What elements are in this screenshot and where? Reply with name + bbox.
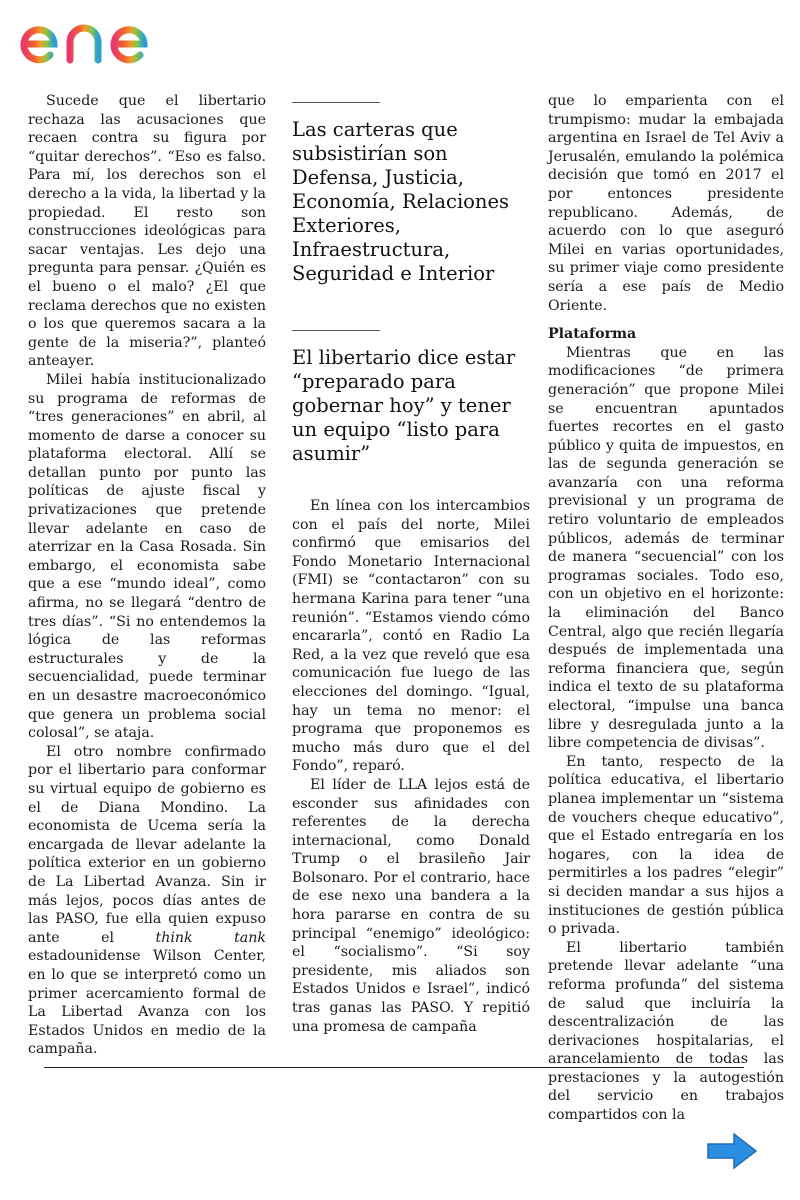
page-divider <box>44 1067 744 1068</box>
arrow-right-icon <box>706 1132 758 1170</box>
paragraph: El líder de LLA lejos está de esconder sus afinidades con referentes de la derecha internacional, como Donald Trump o el brasileño Jair Bolsonaro. Por el contrario, hace de ese nexo una bandera a la hora pararse en contra de su principal “enemigo” ideológico: el “socialismo”. “Si soy presidente, mis aliados son Estados Unidos e Israel”, indicó tras ganas las PASO. Y repitió una promesa de campaña <box>292 776 530 1035</box>
pullquote-rule <box>292 102 380 103</box>
italic-term: think tank <box>155 929 267 946</box>
article-column-2 <box>292 497 530 1036</box>
paragraph: Mientras que en las modificaciones “de primera generación” que propone Milei se encuentran apuntados fuertes recortes en el gasto público y quita de impuestos, en las de segunda generación se avanzaría con una reforma previsional y un programa de retiro voluntario de empleados públicos, además de terminar de manera “secuencial” con los programas sociales. Todo eso, con un objetivo en el horizonte: la eliminación del Banco Central, algo que recién llegaría después de implementada una reforma financiera que, según indica el texto de su plataforma electoral, “impulse una banca libre y desregulada junto a la libre competencia de divisas”. <box>548 344 784 752</box>
text-run: El otro nombre confirmado por el libertario para conformar su virtual equipo de gobierno es el de Diana Mondino. La economista de Ucema sería la encargada de llevar adelante la política exterior en un gobierno de La Libertad Avanza. Sin ir más lejos, pocos días antes de las PASO, fue ella quien expuso ante el <box>28 743 266 946</box>
article-column-1 <box>28 92 266 1059</box>
section-heading: Plataforma <box>548 326 637 343</box>
paragraph: Milei había institucionalizado su programa de reformas de “tres generaciones” en abril, al momento de darse a conocer su plataforma electoral. Allí se detallan punto por punto las políticas de ajuste fiscal y privatizaciones que pretende llevar adelante en caso de aterrizar en la Casa Rosada. Sin embargo, el economista sabe que a ese “mundo ideal”, como afirma, no se llegará “dentro de tres días”. “Si no entendemos la lógica de las reformas estructurales y de la secuencialidad, puede terminar en un desastre macroeconómico que genera un problema social colosal”, se ataja. <box>28 371 266 742</box>
enel-logo <box>14 4 184 74</box>
pullquote: El libertario dice estar “preparado para gobernar hoy” y tener un equipo “listo para asumir” <box>292 346 516 465</box>
paragraph: En línea con los intercambios con el país del norte, Milei confirmó que emisarios del Fondo Monetario Internacional (FMI) se “contactaron” con su hermana Karina para tener “una reunión”. “Estamos viendo cómo encararla”, contó en Radio La Red, a la vez que reveló que esa comunicación fue luego de las elecciones del domingo. “Igual, hay un tema no menor: el programa que proponemos es mucho más duro que el del Fondo”, reparó. <box>292 498 530 775</box>
pullquote-rule <box>292 330 380 331</box>
paragraph: Sucede que el libertario rechaza las acusaciones que recaen contra su figura por “quitar derechos”. “Eso es falso. Para mí, los derechos son el derecho a la vida, la libertad y la propiedad. El resto son construcciones ideológicas para sacar ventajas. Les dejo una pregunta para pensar. ¿Quién es el bueno o el malo? ¿El que reclama derechos que no existen o los que queremos sacara a la gente de la miseria?”, planteó anteayer. <box>28 93 266 370</box>
pullquote: Las carteras que subsistirían son Defensa, Justicia, Economía, Relaciones Exteriores, Infraestructura, Seguridad e Interior <box>292 118 510 285</box>
text-run: estadounidense Wilson Center, en lo que se interpretó como un primer acercamiento formal de La Libertad Avanza con los Estados Unidos en medio de la campaña. <box>28 948 266 1058</box>
paragraph: que lo emparienta con el trumpismo: mudar la embajada argentina en Israel de Tel Aviv a Jerusalén, emulando la polémica decisión que tomó en 2017 el por entonces presidente republicano. Además, de acuerdo con lo que aseguró Milei en varias oportunidades, su primer viaje como presidente sería a ese país de Medio Oriente. <box>548 93 784 314</box>
next-page-button[interactable] <box>706 1132 758 1170</box>
article-column-3 <box>548 92 784 1125</box>
paragraph <box>28 743 266 1059</box>
paragraph: El libertario también pretende llevar adelante “una reforma profunda” del sistema de salud que incluiría la descentralización de las derivaciones hospitalarias, el arancelamiento de todas las prestaciones y la autogestión del servicio en trabajos compartidos con la <box>548 939 784 1124</box>
paragraph: En tanto, respecto de la política educativa, el libertario planea implementar un “sistema de vouchers cheque educativo”, que el Estado entregaría en los hogares, con la idea de permitirles a los padres “elegir” si deciden mandar a sus hijos a instituciones de gestión pública o privada. <box>548 753 784 938</box>
